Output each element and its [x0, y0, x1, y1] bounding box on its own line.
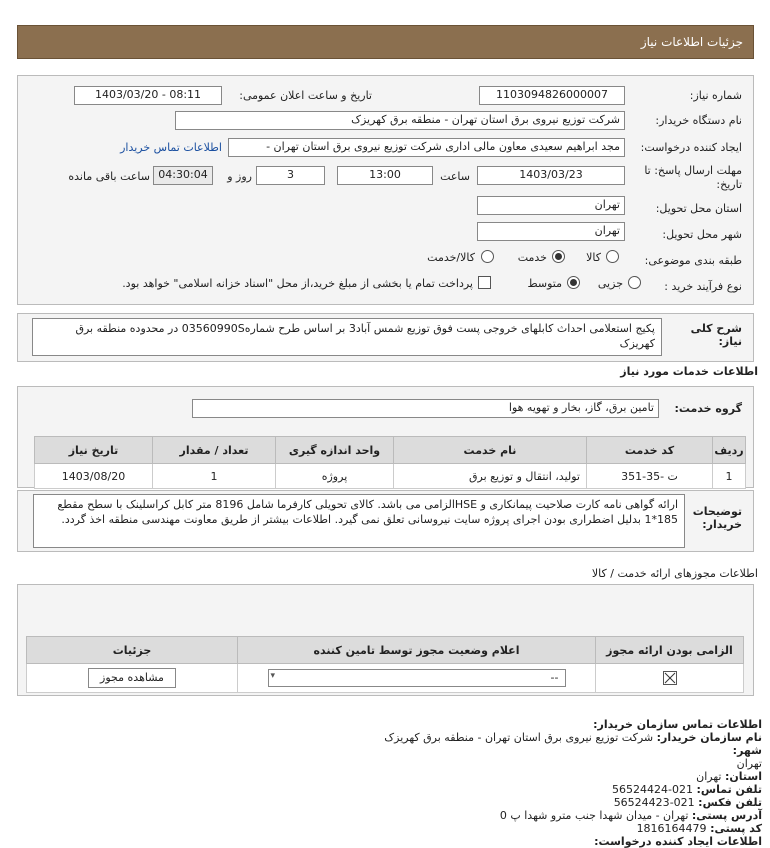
process-radio-minor[interactable] [628, 276, 641, 289]
category-radio-service[interactable] [552, 250, 565, 263]
cell-service-name: تولید، انتقال و توزیع برق [394, 464, 587, 489]
col-need-date: تاریخ نیاز [35, 437, 153, 464]
deadline-time-field[interactable]: 13:00 [337, 166, 433, 185]
cell-unit: پروژه [276, 464, 394, 489]
col-permit-required: الزامی بودن ارائه مجوز [596, 637, 744, 664]
cell-need-date: 1403/08/20 [35, 464, 153, 489]
category-option-goods: کالا [586, 251, 601, 264]
contact-postal-value: 1816164479 [636, 822, 707, 835]
table-row [27, 664, 744, 693]
contact-postal-label: کد پستی: [710, 822, 762, 835]
province-field[interactable]: تهران [477, 196, 625, 215]
deadline-label: مهلت ارسال پاسخ: تا [644, 164, 742, 177]
deadline-label-date: تاریخ: [716, 178, 742, 191]
col-permit-status: اعلام وضعیت مجوز توسط تامین کننده [238, 637, 596, 664]
deadline-time-label: ساعت [440, 170, 470, 183]
need-number-field[interactable]: 1103094826000007 [479, 86, 625, 105]
permit-required-checkbox[interactable] [663, 671, 677, 685]
cell-quantity: 1 [153, 464, 276, 489]
buyer-org-field[interactable]: شرکت توزیع نیروی برق استان تهران - منطقه برق کهریزک [175, 111, 625, 130]
announce-label: تاریخ و ساعت اعلان عمومی: [239, 89, 372, 102]
contact-fax-value: 021-56524423 [613, 796, 695, 809]
need-number-label: شماره نیاز: [689, 89, 742, 102]
service-group-label: گروه خدمت: [674, 402, 742, 415]
contact-address-label: آدرس پستی: [691, 809, 762, 822]
process-radio-medium[interactable] [567, 276, 580, 289]
category-radio-goods-service[interactable] [481, 250, 494, 263]
category-option-service: خدمت [517, 251, 547, 264]
category-label: طبقه بندی موضوعی: [644, 254, 742, 267]
need-info-panel [17, 75, 754, 305]
days-label: روز و [227, 170, 252, 183]
province-label: استان محل تحویل: [655, 202, 742, 215]
creator-label: ایجاد کننده درخواست: [640, 141, 742, 154]
buyer-contact-link[interactable]: اطلاعات تماس خریدار [120, 141, 222, 154]
contact-title: اطلاعات تماس سازمان خریدار: [593, 718, 762, 731]
table-row[interactable] [35, 464, 746, 489]
contact-address-value: تهران - میدان شهدا جنب مترو شهدا پ 0 [499, 809, 689, 822]
col-row: ردیف [713, 437, 746, 464]
cell-row: 1 [713, 464, 746, 489]
col-permit-details: جزئیات [27, 637, 238, 664]
buyer-notes-text: ارائه گواهی نامه کارت صلاحیت پیمانکاری و HSEالزامی می باشد. کالای تحویلی کارفرما شامل 8196 متر کابل کراسلینک با سطح مقطع 185*1 بدلیل اضطراری بودن اجرای پروژه سایت نیروسانی تعلق نمی گیرد. اطلاعات بیشتر از طریق معاونت مهندسی منطقه اخذ گردد. [33, 494, 685, 548]
contact-fax-label: تلفن فکس: [698, 796, 762, 809]
days-field[interactable]: 3 [256, 166, 325, 185]
deadline-date-field[interactable]: 1403/03/23 [477, 166, 625, 185]
service-group-field[interactable]: تامین برق، گاز، بخار و تهویه هوا [192, 399, 659, 418]
cross-icon [664, 672, 676, 684]
view-permit-button[interactable]: مشاهده مجوز [88, 668, 176, 688]
category-radio-goods[interactable] [606, 250, 619, 263]
treasury-payment-checkbox[interactable] [478, 276, 491, 289]
contact-org-label: نام سازمان خریدار: [656, 731, 762, 744]
contact-city-value: تهران [736, 757, 762, 770]
services-table-header [35, 437, 746, 464]
contact-province-value: تهران [696, 770, 722, 783]
page-title: جزئیات اطلاعات نیاز [640, 35, 743, 49]
cell-service-code: ت -35-351 [587, 464, 713, 489]
col-service-code: کد خدمت [587, 437, 713, 464]
summary-label: شرح کلی نیاز: [690, 322, 742, 348]
remaining-label: ساعت باقی مانده [68, 170, 150, 183]
buyer-notes-label: توضیحات خریدار: [692, 505, 742, 531]
creator-field[interactable]: مجد ابراهیم سعیدی معاون مالی اداری شرکت توزیع نیروی برق استان تهران - [228, 138, 625, 157]
process-label: نوع فرآیند خرید : [664, 280, 742, 293]
contact-org-value: شرکت توزیع نیروی برق استان تهران - منطقه برق کهریزک [384, 731, 654, 744]
treasury-payment-note: پرداخت تمام یا بخشی از مبلغ خرید،از محل "اسناد خزانه اسلامی" خواهد بود. [122, 277, 473, 290]
category-option-goods-service: کالا/خدمت [427, 251, 475, 264]
services-table [34, 436, 746, 489]
col-quantity: تعداد / مقدار [153, 437, 276, 464]
chevron-down-icon: ▾ [270, 671, 276, 681]
permit-status-select[interactable] [268, 669, 566, 687]
col-service-name: نام خدمت [394, 437, 587, 464]
permit-status-value: -- [550, 671, 559, 684]
contact-city-label: شهر: [732, 744, 762, 757]
contact-block [384, 718, 762, 848]
col-unit: واحد اندازه گیری [276, 437, 394, 464]
city-field[interactable]: تهران [477, 222, 625, 241]
city-label: شهر محل تحویل: [662, 228, 742, 241]
contact-phone-value: 021-56524424 [612, 783, 694, 796]
page-header [17, 25, 754, 59]
cell-permit-details [27, 664, 238, 693]
permits-table [26, 636, 744, 693]
summary-text: پکیج استعلامی احداث کابلهای خروجی پست فوق توزیع شمس آباد3 بر اساس طرح شماره03560990S در محدوده منطقه برق کهریزک [32, 318, 662, 356]
announce-date-field[interactable]: 1403/03/20 - 08:11 [74, 86, 222, 105]
creator-info-title: اطلاعات ایجاد کننده درخواست: [594, 835, 762, 848]
cell-permit-status [238, 664, 596, 693]
remaining-time-field: 04:30:04 [153, 166, 213, 185]
process-option-minor: جزیی [597, 277, 623, 290]
process-option-medium: متوسط [527, 277, 562, 290]
permits-section-title: اطلاعات مجوزهای ارائه خدمت / کالا [591, 567, 758, 580]
services-section-title: اطلاعات خدمات مورد نیاز [620, 365, 758, 378]
buyer-org-label: نام دستگاه خریدار: [655, 114, 742, 127]
contact-province-label: استان: [725, 770, 762, 783]
contact-phone-label: تلفن تماس: [696, 783, 762, 796]
permits-table-header [27, 637, 744, 664]
cell-permit-required [596, 664, 744, 693]
